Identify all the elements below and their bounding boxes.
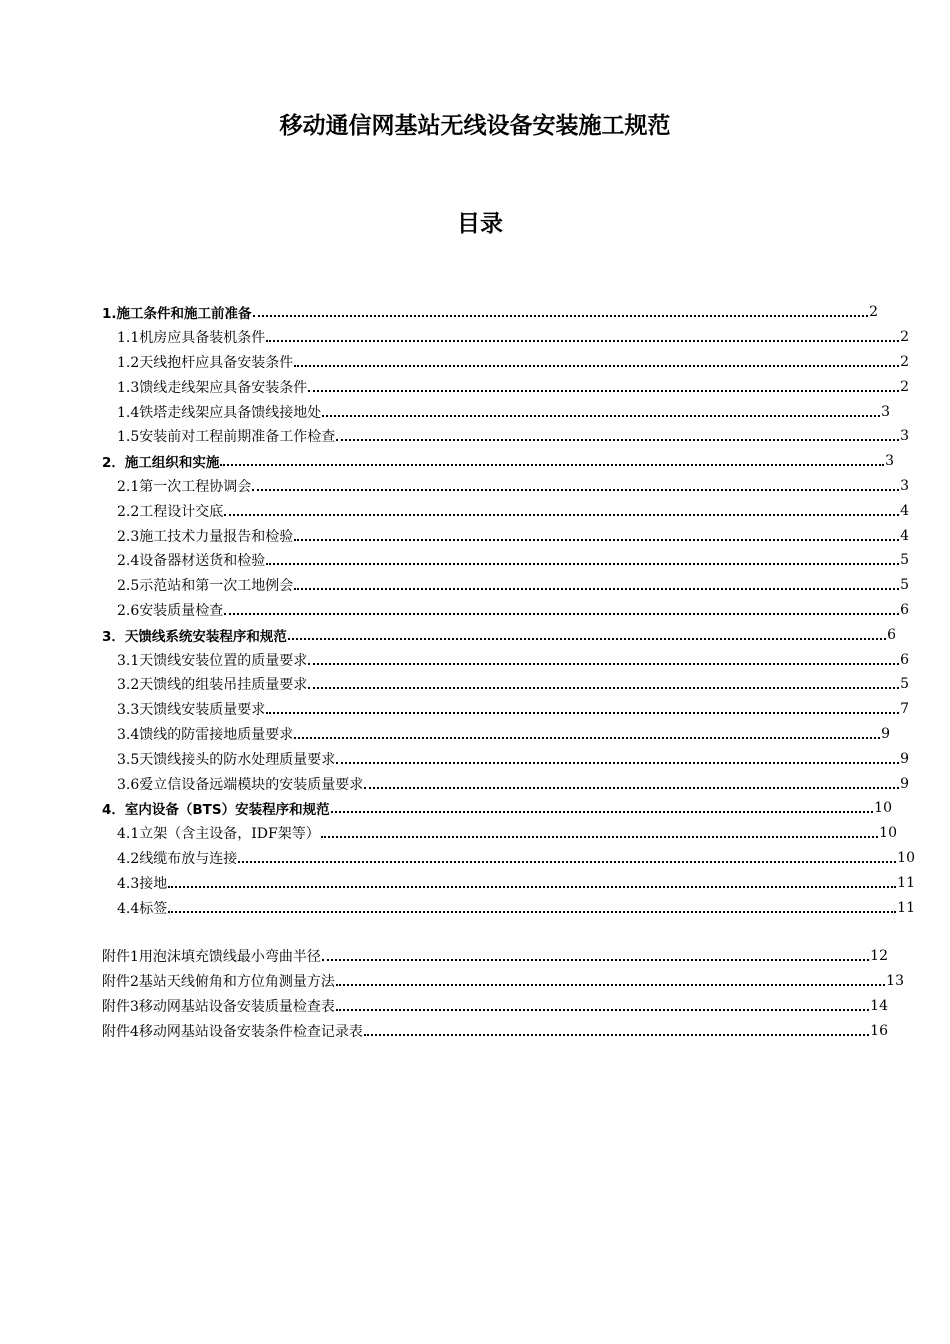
- toc-leader-dots: [238, 846, 896, 863]
- document-title: 移动通信网基站无线设备安装施工规范: [279, 113, 671, 139]
- toc-entry-page: 10: [879, 825, 897, 842]
- toc-subsection-entry[interactable]: [0, 647, 909, 672]
- toc-subsection-entry[interactable]: [0, 722, 890, 747]
- toc-subsection-entry[interactable]: [0, 548, 909, 573]
- toc-entry-page: 2: [869, 304, 878, 321]
- toc-entry-page: 10: [897, 849, 915, 866]
- toc-entry-label: 1.施工条件和施工前准备: [102, 306, 252, 323]
- toc-entry-page: 9: [900, 750, 909, 767]
- toc-leader-dots: [266, 697, 899, 714]
- toc-heading: 目录: [457, 211, 503, 237]
- toc-appendix-entry[interactable]: [0, 969, 904, 994]
- toc-entry-page: 12: [870, 948, 888, 965]
- toc-entry-page: 3: [881, 403, 890, 420]
- toc-entry-label: 1.4铁塔走线架应具备馈线接地处: [117, 404, 322, 421]
- toc-subsection-entry[interactable]: [0, 895, 915, 920]
- toc-leader-dots: [294, 523, 899, 540]
- toc-entry-label: 1.2天线抱杆应具备安装条件: [117, 354, 294, 371]
- toc-entry-page: 6: [900, 651, 909, 668]
- toc-subsection-entry[interactable]: [0, 746, 909, 771]
- toc-entry-label: 2.5示范站和第一次工地例会: [117, 578, 294, 595]
- toc-subsection-entry[interactable]: [0, 498, 909, 523]
- toc-subsection-entry[interactable]: [0, 846, 915, 871]
- toc-entry-label: 2.1第一次工程协调会: [117, 478, 252, 495]
- toc-entry-page: 5: [900, 552, 909, 569]
- toc-entry-page: 4: [900, 502, 909, 519]
- toc-leader-dots: [336, 424, 899, 441]
- toc-subsection-entry[interactable]: [0, 325, 909, 350]
- toc-leader-dots: [266, 325, 899, 342]
- toc-subsection-entry[interactable]: [0, 870, 915, 895]
- toc-leader-dots: [331, 796, 874, 813]
- toc-leader-dots: [294, 722, 880, 739]
- toc-entry-page: 10: [874, 800, 892, 817]
- toc-leader-dots: [308, 647, 899, 664]
- toc-subsection-entry[interactable]: [0, 424, 909, 449]
- toc-entry-page: 14: [870, 997, 888, 1014]
- toc-entry-page: 2: [900, 353, 909, 370]
- toc-entry-page: 7: [900, 701, 909, 718]
- toc-entry-page: 3: [900, 428, 909, 445]
- toc-entry-page: 5: [900, 577, 909, 594]
- toc-entry-label: 4．室内设备（BTS）安装程序和规范: [102, 802, 330, 819]
- toc-leader-dots: [224, 598, 899, 615]
- toc-entry-label: 2.4设备器材送货和检验: [117, 553, 266, 570]
- toc-leader-dots: [322, 399, 880, 416]
- toc-entry-label: 2.2工程设计交底: [117, 503, 224, 520]
- toc-subsection-entry[interactable]: [0, 573, 909, 598]
- toc-leader-dots: [364, 1018, 869, 1035]
- toc-leader-dots: [252, 474, 899, 491]
- toc-entry-label: 4.1立架（含主设备，IDF架等）: [117, 826, 320, 843]
- toc-entry-page: 9: [900, 775, 909, 792]
- toc-leader-dots: [253, 300, 869, 317]
- toc-entry-label: 4.2线缆布放与连接: [117, 850, 238, 867]
- toc-entry-label: 1.3馈线走线架应具备安装条件: [117, 379, 308, 396]
- toc-section-entry[interactable]: [0, 449, 894, 474]
- toc-appendix-entry[interactable]: [0, 944, 888, 969]
- toc-leader-dots: [336, 969, 885, 986]
- toc-leader-dots: [294, 573, 899, 590]
- toc-leader-dots: [321, 821, 878, 838]
- toc-leader-dots: [322, 944, 869, 961]
- toc-entry-label: 2．施工组织和实施: [102, 455, 220, 472]
- toc-entry-label: 附件4移动网基站设备安装条件检查记录表: [102, 1023, 363, 1040]
- toc-entry-label: 2.6安装质量检查: [117, 602, 224, 619]
- toc-leader-dots: [308, 374, 899, 391]
- toc-entry-page: 16: [870, 1022, 888, 1039]
- toc-entry-page: 6: [887, 626, 896, 643]
- toc-entry-label: 3.3天馈线安装质量要求: [117, 702, 266, 719]
- toc-entry-label: 附件2基站天线俯角和方位角测量方法: [102, 974, 335, 991]
- toc-section-entry[interactable]: [0, 796, 892, 821]
- toc-subsection-entry[interactable]: [0, 771, 909, 796]
- toc-entry-label: 1.1机房应具备装机条件: [117, 330, 266, 347]
- toc-subsection-entry[interactable]: [0, 672, 909, 697]
- toc-leader-dots: [224, 498, 899, 515]
- toc-entry-label: 3.2天馈线的组装吊挂质量要求: [117, 677, 308, 694]
- toc-section-entry[interactable]: [0, 622, 896, 647]
- toc-subsection-entry[interactable]: [0, 821, 897, 846]
- toc-subsection-entry[interactable]: [0, 374, 909, 399]
- toc-entry-label: 3.1天馈线安装位置的质量要求: [117, 652, 308, 669]
- toc-entry-page: 5: [900, 676, 909, 693]
- toc-entry-label: 附件3移动网基站设备安装质量检查表: [102, 998, 335, 1015]
- toc-leader-dots: [266, 548, 899, 565]
- toc-appendix-entry[interactable]: [0, 1018, 888, 1043]
- toc-entry-label: 3．天馈线系统安装程序和规范: [102, 628, 287, 645]
- toc-entry-label: 2.3施工技术力量报告和检验: [117, 528, 294, 545]
- toc-subsection-entry[interactable]: [0, 697, 909, 722]
- toc-entry-page: 2: [900, 378, 909, 395]
- toc-section-entry[interactable]: [0, 300, 878, 325]
- toc-subsection-entry[interactable]: [0, 598, 909, 623]
- toc-entry-page: 3: [900, 477, 909, 494]
- toc-entry-label: 3.4馈线的防雷接地质量要求: [117, 726, 294, 743]
- toc-entry-page: 4: [900, 527, 909, 544]
- toc-leader-dots: [220, 449, 884, 466]
- toc-leader-dots: [168, 895, 896, 912]
- toc-entry-page: 2: [900, 329, 909, 346]
- toc-leader-dots: [294, 350, 899, 367]
- toc-entry-page: 11: [897, 874, 915, 891]
- toc-subsection-entry[interactable]: [0, 523, 909, 548]
- toc-leader-dots: [288, 622, 886, 639]
- toc-leader-dots: [168, 870, 896, 887]
- toc-appendix-entry[interactable]: [0, 994, 888, 1019]
- toc-entry-page: 11: [897, 899, 915, 916]
- toc-gap: [0, 920, 950, 944]
- toc-entry-page: 6: [900, 601, 909, 618]
- table-of-contents: [0, 300, 950, 1043]
- toc-leader-dots: [364, 771, 899, 788]
- toc-leader-dots: [336, 746, 899, 763]
- toc-entry-label: 3.5天馈线接头的防水处理质量要求: [117, 751, 336, 768]
- toc-entry-page: 9: [881, 725, 890, 742]
- toc-entry-label: 4.4标签: [117, 900, 168, 917]
- toc-leader-dots: [308, 672, 899, 689]
- toc-subsection-entry[interactable]: [0, 350, 909, 375]
- toc-leader-dots: [336, 994, 869, 1011]
- toc-entry-label: 1.5安装前对工程前期准备工作检查: [117, 429, 336, 446]
- toc-entry-page: 13: [886, 973, 904, 990]
- toc-entry-label: 4.3接地: [117, 875, 168, 892]
- toc-subsection-entry[interactable]: [0, 399, 890, 424]
- toc-entry-label: 3.6爱立信设备远端模块的安装质量要求: [117, 776, 364, 793]
- toc-entry-label: 附件1用泡沫填充馈线最小弯曲半径: [102, 949, 321, 966]
- toc-entry-page: 3: [885, 453, 894, 470]
- toc-subsection-entry[interactable]: [0, 474, 909, 499]
